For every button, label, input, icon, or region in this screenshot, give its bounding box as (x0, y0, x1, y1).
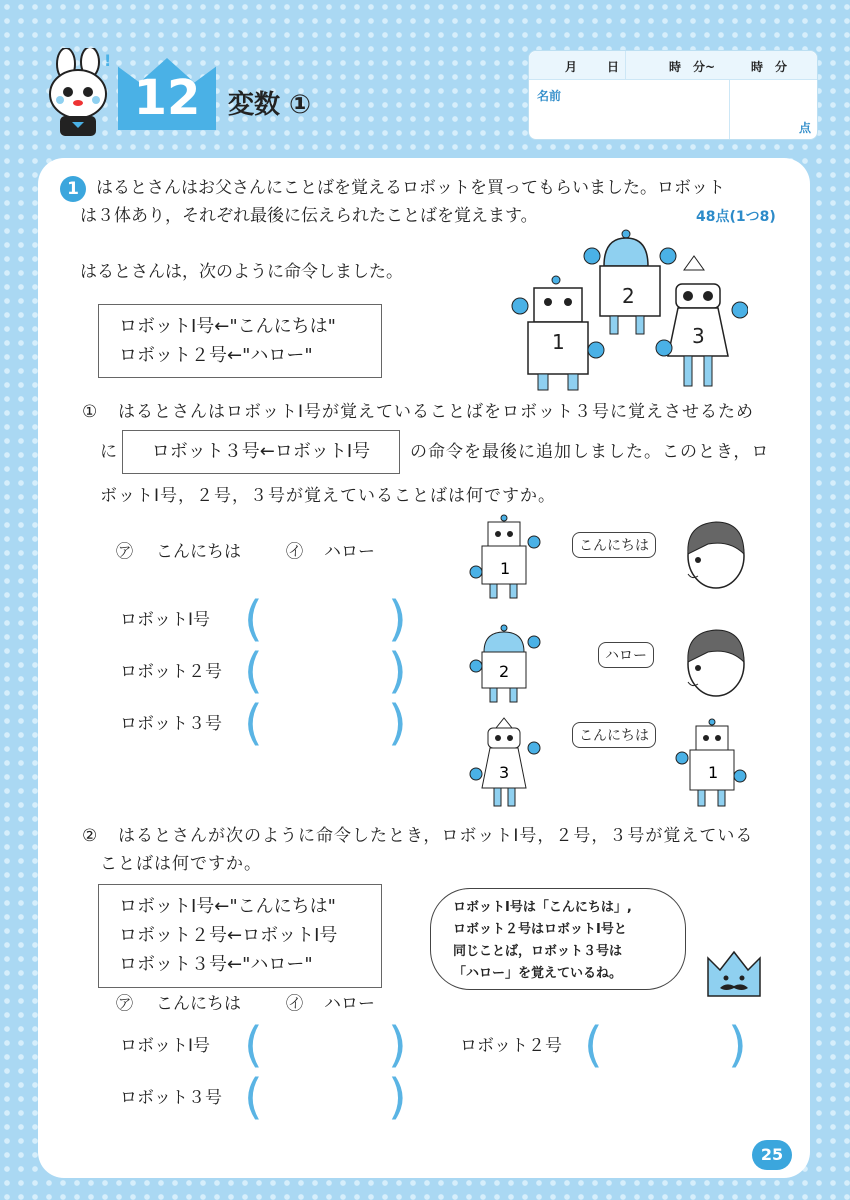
boy-face-icon (678, 514, 748, 594)
svg-text:2: 2 (499, 662, 510, 681)
svg-text:!: ! (104, 51, 112, 70)
robot-3-label: 3 (692, 324, 705, 348)
mascot-rabbit (42, 48, 122, 140)
command-intro: はるとさんは，次のように命令しました。 (80, 262, 403, 282)
crown-mustache-mascot (704, 948, 764, 1000)
svg-text:1: 1 (500, 559, 511, 578)
answer-right-paren: ) (388, 1017, 407, 1073)
question-intro-line1: はるとさんはお父さんにことばを覚えるロボットを買ってもらいました。ロボット (96, 178, 725, 198)
answer-left-paren: ( (244, 695, 263, 751)
answer-right-paren: ) (388, 591, 407, 647)
hint-line: ロボット２号はロボットⅠ号と (453, 922, 627, 937)
answer-right-paren: ) (388, 1069, 407, 1125)
lesson-number: 12 (133, 70, 201, 126)
answer-field[interactable] (262, 650, 388, 694)
choice-b: ハロー (324, 994, 375, 1014)
robot-1-icon (672, 716, 752, 812)
command-line: ロボットⅠ号←"こんにちは" (119, 316, 336, 337)
page-number: 25 (752, 1140, 792, 1170)
command-line: ロボットⅠ号←"こんにちは" (119, 896, 336, 917)
robot-2-icon (466, 622, 546, 708)
hint-line: 「ハロー」を覚えているね。 (453, 966, 623, 981)
answer-label: ロボット２号 (460, 1036, 562, 1056)
subquestion-2-number: ② (82, 826, 98, 846)
time-to-label: 時 分 (751, 60, 788, 74)
answer-label: ロボットⅠ号 (120, 1036, 211, 1056)
page-title: 変数 ① (228, 90, 312, 120)
day-label: 日 (607, 60, 620, 74)
robot-1-label: 1 (552, 330, 565, 354)
answer-right-paren: ) (388, 643, 407, 699)
points-label: 48点(1つ8) (696, 209, 776, 225)
choice-a: こんにちは (156, 994, 241, 1014)
question-number: 1 (60, 176, 86, 202)
robot-2-label: 2 (622, 284, 635, 308)
command-box-2 (98, 884, 382, 988)
month-label: 月 (565, 60, 578, 74)
answer-field[interactable] (602, 1024, 728, 1068)
boxed-command: ロボット３号←ロボットⅠ号 (122, 430, 400, 474)
command-line: ロボット２号←ロボットⅠ号 (119, 925, 338, 946)
choice-a: こんにちは (156, 542, 241, 562)
robots-illustration (508, 226, 748, 394)
question-intro-line2: は３体あり，それぞれ最後に伝えられたことばを覚えます。 (80, 206, 538, 226)
command-box-1 (98, 304, 382, 378)
answer-right-paren: ) (388, 695, 407, 751)
choice-b: ハロー (324, 542, 375, 562)
answer-field[interactable] (262, 598, 388, 642)
answer-label: ロボット３号 (120, 1088, 222, 1108)
speech-bubble: こんにちは (572, 722, 656, 748)
command-line: ロボット３号←"ハロー" (119, 954, 313, 975)
hint-bubble (430, 888, 686, 990)
svg-text:1: 1 (708, 763, 719, 782)
subquestion-2-line1: はるとさんが次のように命令したとき，ロボットⅠ号，２号，３号が覚えている (118, 826, 754, 846)
answer-label: ロボット３号 (120, 714, 222, 734)
answer-field[interactable] (262, 1076, 388, 1120)
subquestion-1-line2-pre: に (100, 442, 117, 462)
subquestion-1-number: ① (82, 402, 98, 422)
choice-b-mark: ㋑ (286, 542, 303, 562)
answer-label: ロボットⅠ号 (120, 610, 211, 630)
answer-field[interactable] (262, 702, 388, 746)
subquestion-1-line2-post: の命令を最後に追加しました。このとき，ロ (410, 442, 770, 462)
command-line: ロボット２号←"ハロー" (119, 345, 313, 366)
score-label: 点 (799, 121, 812, 135)
boy-face-icon (678, 622, 748, 702)
time-from-label: 時 分~ (669, 60, 716, 74)
speech-bubble: こんにちは (572, 532, 656, 558)
subquestion-2-line2: ことばは何ですか。 (100, 854, 262, 874)
answer-field[interactable] (262, 1024, 388, 1068)
choice-b-mark: ㋑ (286, 994, 303, 1014)
name-label: 名前 (537, 89, 562, 103)
choice-a-mark: ㋐ (116, 994, 133, 1014)
subquestion-1-line1: はるとさんはロボットⅠ号が覚えていることばをロボット３号に覚えさせるため (118, 402, 755, 422)
answer-left-paren: ( (244, 591, 263, 647)
choice-a-mark: ㋐ (116, 542, 133, 562)
hint-line: 同じことば，ロボット３号は (453, 944, 623, 959)
svg-text:3: 3 (499, 763, 510, 782)
answer-right-paren: ) (728, 1017, 747, 1073)
answer-label: ロボット２号 (120, 662, 222, 682)
name-date-box (528, 50, 818, 140)
speech-bubble: ハロー (598, 642, 654, 668)
answer-left-paren: ( (244, 643, 263, 699)
subquestion-1-line3: ボットⅠ号，２号，３号が覚えていることばは何ですか。 (100, 486, 557, 506)
robot-3-icon (466, 716, 546, 812)
hint-line: ロボットⅠ号は「こんにちは」, (453, 900, 632, 915)
answer-left-paren: ( (584, 1017, 603, 1073)
robot-1-icon (466, 512, 546, 604)
answer-left-paren: ( (244, 1069, 263, 1125)
answer-left-paren: ( (244, 1017, 263, 1073)
